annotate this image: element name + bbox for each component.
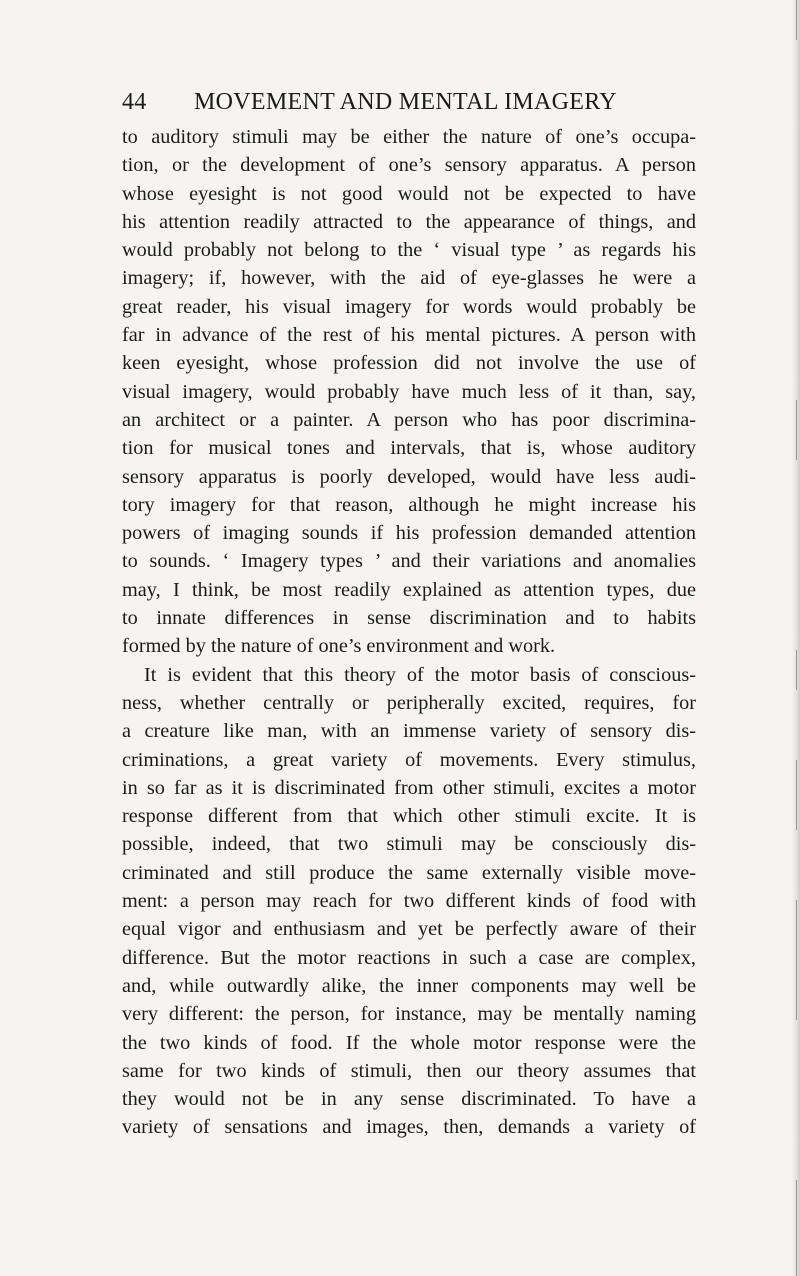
text-line: tory imagery for that reason, although he might increase his <box>122 493 696 516</box>
text-line: It is evident that this theory of the motor basis of conscious- <box>144 663 696 686</box>
text-line: would probably not belong to the ‘ visual type ’ as regards his <box>122 239 696 262</box>
text-line: tion for musical tones and intervals, that is, whose auditory <box>122 437 696 460</box>
text-line: imagery; if, however, with the aid of eye-glasses he were a <box>122 267 696 290</box>
text-line: response different from that which other stimuli excite. It is <box>122 805 696 828</box>
running-title: MOVEMENT AND MENTAL IMAGERY <box>194 89 617 115</box>
text-line: great reader, his visual imagery for words would probably be <box>122 295 696 318</box>
text-line: visual imagery, would probably have much less of it than, say, <box>122 380 696 403</box>
text-line: far in advance of the rest of his mental pictures. A person with <box>122 324 696 347</box>
text-line: tion, or the development of one’s sensory apparatus. A person <box>122 154 696 177</box>
text-line: ment: a person may reach for two different kinds of food with <box>122 890 696 913</box>
text-line: the two kinds of food. If the whole motor response were the <box>122 1031 696 1054</box>
text-line: possible, indeed, that two stimuli may be consciously dis- <box>122 833 696 856</box>
text-line: keen eyesight, whose profession did not involve the use of <box>122 352 696 375</box>
text-line: to innate differences in sense discrimination and to habits <box>122 607 696 630</box>
text-line: to sounds. ‘ Imagery types ’ and their variations and anomalies <box>122 550 696 573</box>
page-edge-line <box>796 400 797 460</box>
text-line: criminations, a great variety of movements. Every stimulus, <box>122 748 696 771</box>
page-edge-line <box>796 760 797 830</box>
text-line: may, I think, be most readily explained as attention types, due <box>122 578 696 601</box>
text-line: variety of sensations and images, then, demands a variety of <box>122 1116 696 1139</box>
text-line: equal vigor and enthusiasm and yet be perfectly aware of their <box>122 918 696 941</box>
text-line: same for two kinds of stimuli, then our theory assumes that <box>122 1059 696 1082</box>
page-edge-line <box>796 1180 797 1276</box>
text-line: a creature like man, with an immense variety of sensory dis- <box>122 720 696 743</box>
text-line: very different: the person, for instance, may be mentally naming <box>122 1003 696 1026</box>
text-line: criminated and still produce the same externally visible move- <box>122 861 696 884</box>
text-line: and, while outwardly alike, the inner components may well be <box>122 974 696 997</box>
page-number: 44 <box>122 89 147 115</box>
text-line: his attention readily attracted to the appearance of things, and <box>122 210 696 233</box>
body-text <box>122 123 696 1142</box>
text-line: they would not be in any sense discriminated. To have a <box>122 1088 696 1111</box>
text-line: in so far as it is discriminated from other stimuli, excites a motor <box>122 776 696 799</box>
page-edge-line <box>796 900 797 1020</box>
text-line: powers of imaging sounds if his profession demanded attention <box>122 522 696 545</box>
running-header <box>122 89 682 119</box>
page-edge-shadow <box>792 0 800 1276</box>
text-line: whose eyesight is not good would not be expected to have <box>122 182 696 205</box>
text-line: formed by the nature of one’s environment and work. <box>122 635 556 658</box>
text-line: an architect or a painter. A person who has poor discrimina- <box>122 408 696 431</box>
text-line: sensory apparatus is poorly developed, would have less audi- <box>122 465 696 488</box>
text-line: difference. But the motor reactions in such a case are complex, <box>122 946 696 969</box>
page-edge-line <box>796 0 797 40</box>
text-line: to auditory stimuli may be either the nature of one’s occupa- <box>122 126 696 148</box>
text-line: ness, whether centrally or peripherally excited, requires, for <box>122 691 696 714</box>
page-edge-line <box>796 650 797 690</box>
